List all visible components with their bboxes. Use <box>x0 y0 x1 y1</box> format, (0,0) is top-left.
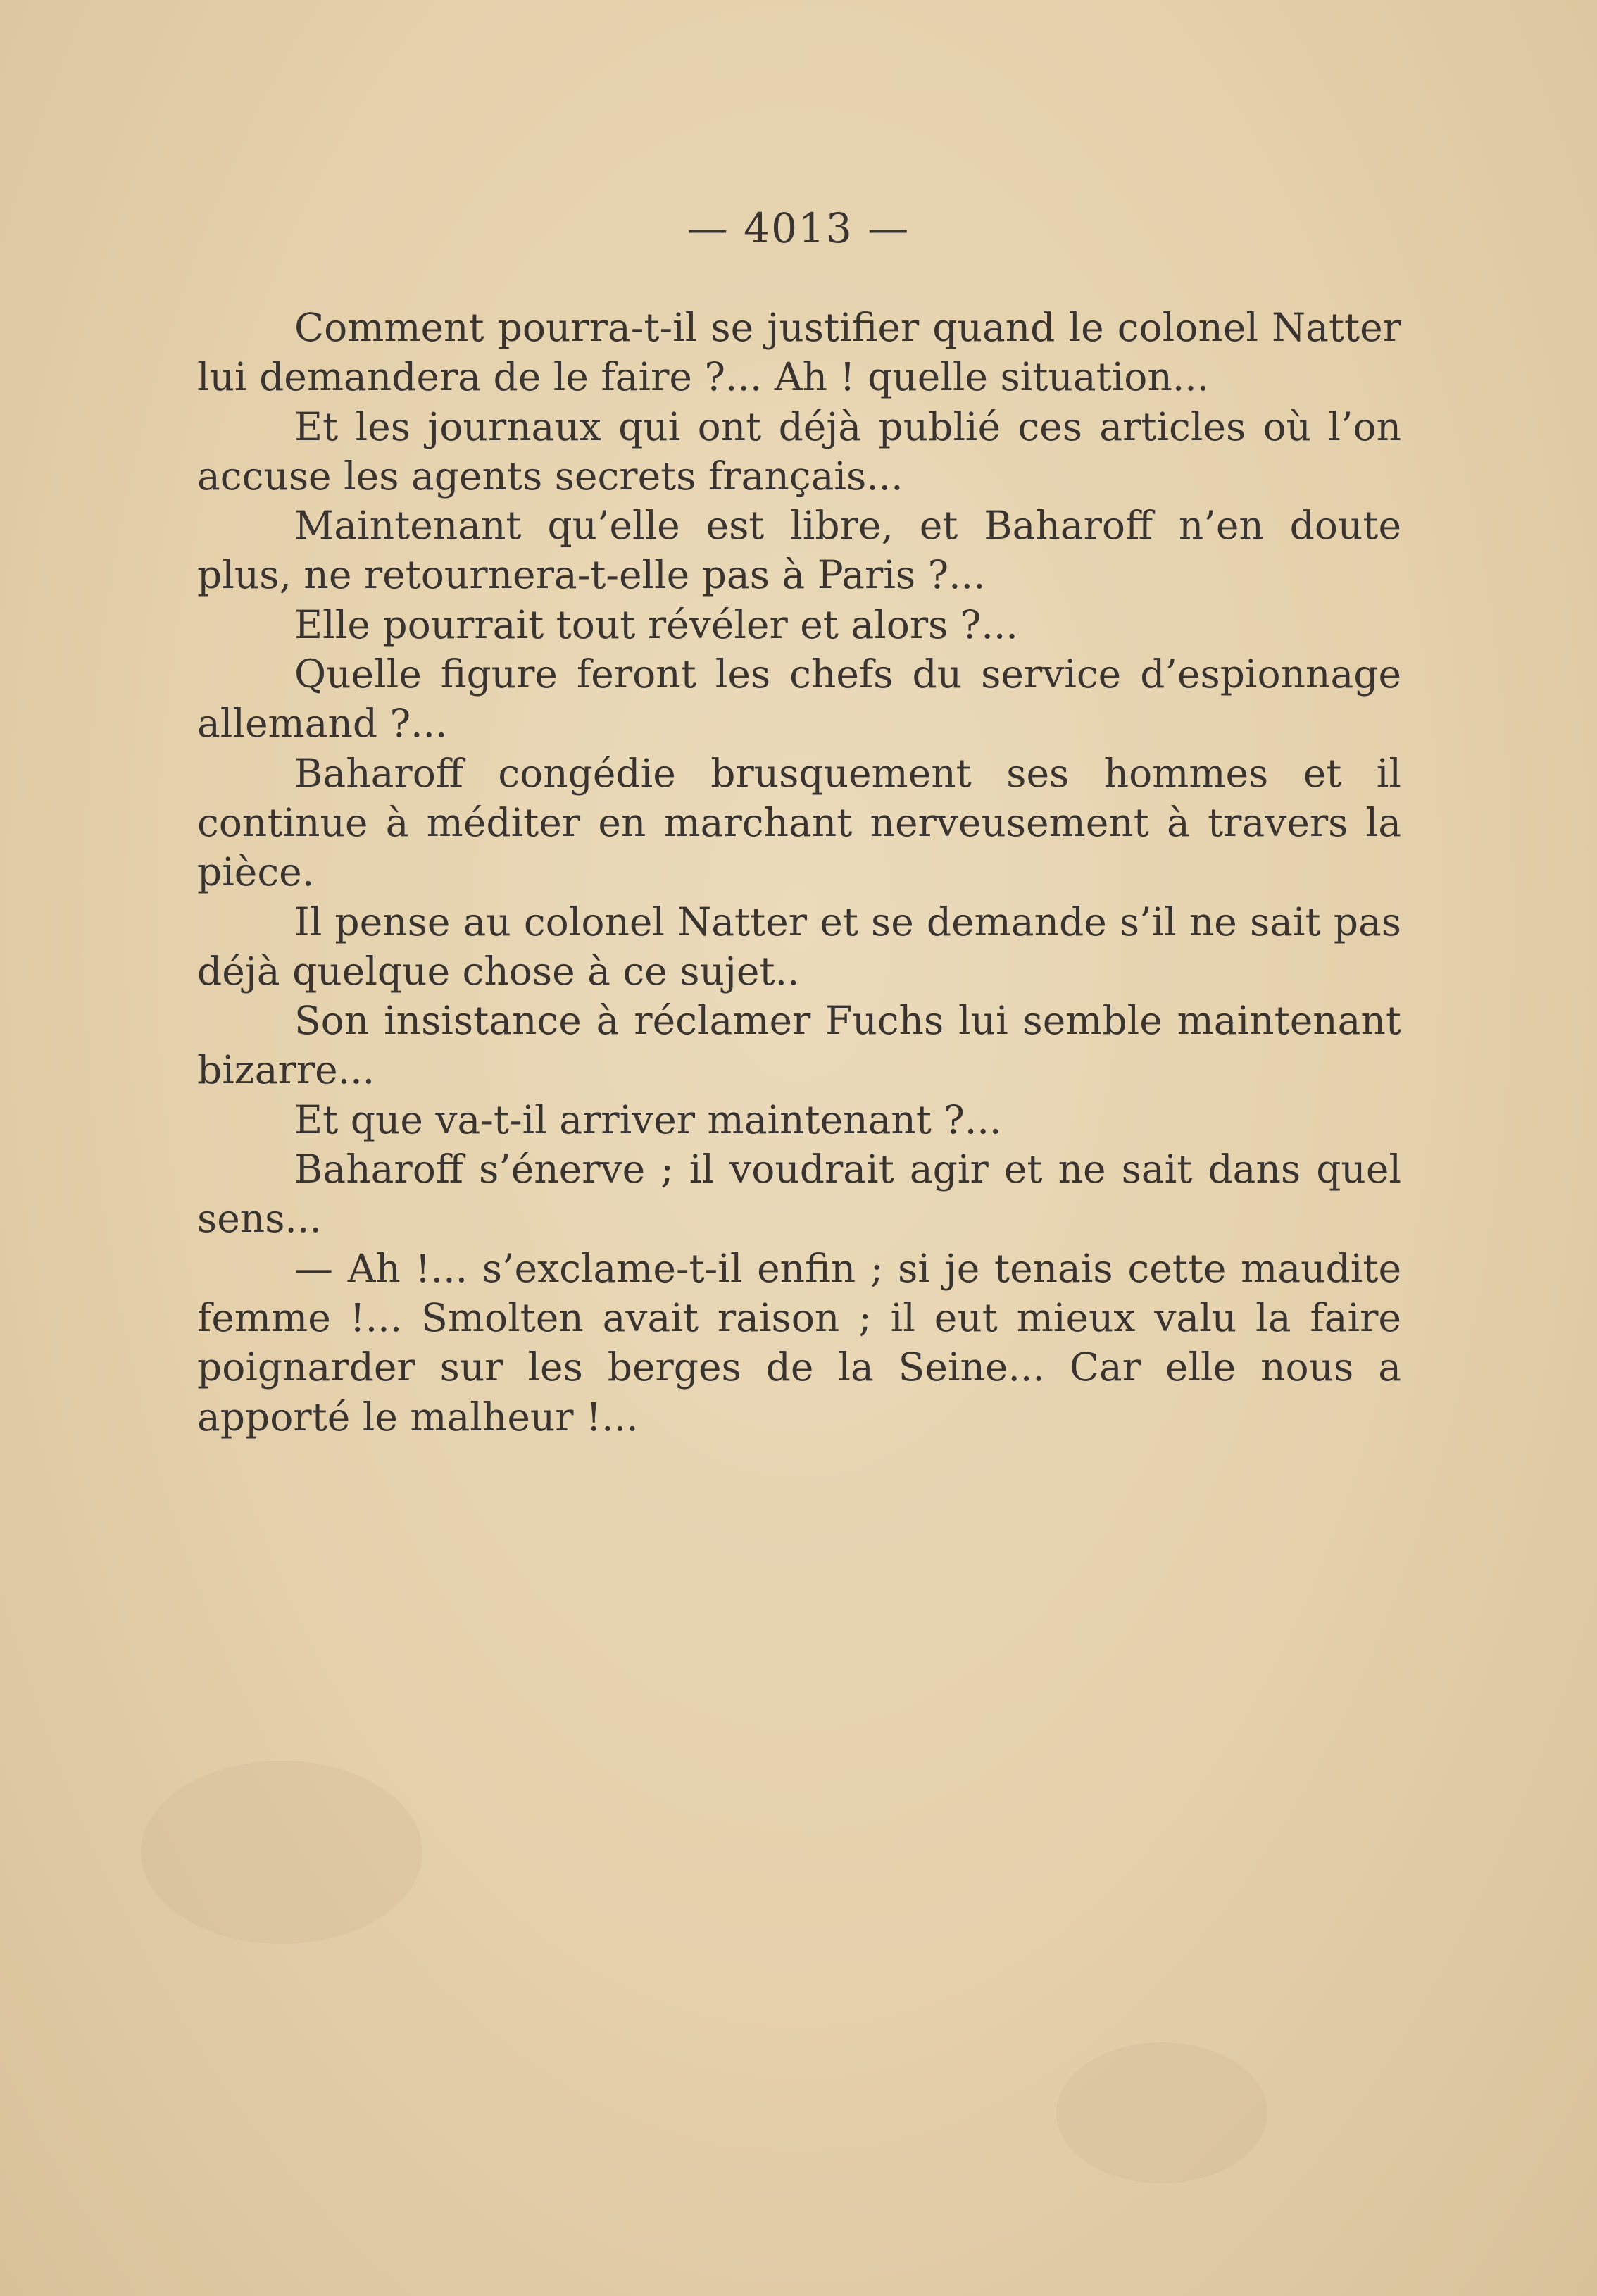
paragraph: Quelle figure feront les chefs du service d’espionnage allemand ?... <box>197 651 1401 747</box>
paragraph: Baharoff congédie brusquement ses hommes et il continue à méditer en marchant nerveusement à travers la pièce. <box>197 750 1401 895</box>
paper-stain <box>141 1761 422 1944</box>
paragraph: Et que va-t-il arriver maintenant ?... <box>294 1097 1002 1142</box>
paper-stain <box>1056 2042 1267 2183</box>
page-number: — 4013 — <box>687 204 910 252</box>
paragraph: Baharoff s’énerve ; il voudrait agir et ne sait dans quel sens... <box>197 1147 1401 1242</box>
paragraph: Et les journaux qui ont déjà publié ces articles où l’on accuse les agents secrets français... <box>197 404 1401 499</box>
paragraph: — Ah !... s’exclame-t-il enfin ; si je tenais cette maudite femme !... Smolten avait raison ; il eut mieux valu la faire poignarder sur les berges de la Seine... Car elle nous a apporté le malheur !... <box>197 1245 1401 1440</box>
paragraph: Maintenant qu’elle est libre, et Baharoff n’en doute plus, ne retournera-t-elle pas à Paris ?... <box>197 503 1401 598</box>
paragraph: Il pense au colonel Natter et se demande s’il ne sait pas déjà quelque chose à ce sujet.. <box>197 899 1401 994</box>
paragraph: Son insistance à réclamer Fuchs lui semble maintenant bizarre... <box>197 998 1401 1093</box>
paragraph: Elle pourrait tout révéler et alors ?... <box>294 601 1018 647</box>
body-text <box>197 303 1401 1442</box>
paragraph: Comment pourra-t-il se justifier quand le colonel Natter lui demandera de le faire ?... Ah ! quelle situation... <box>197 305 1401 400</box>
